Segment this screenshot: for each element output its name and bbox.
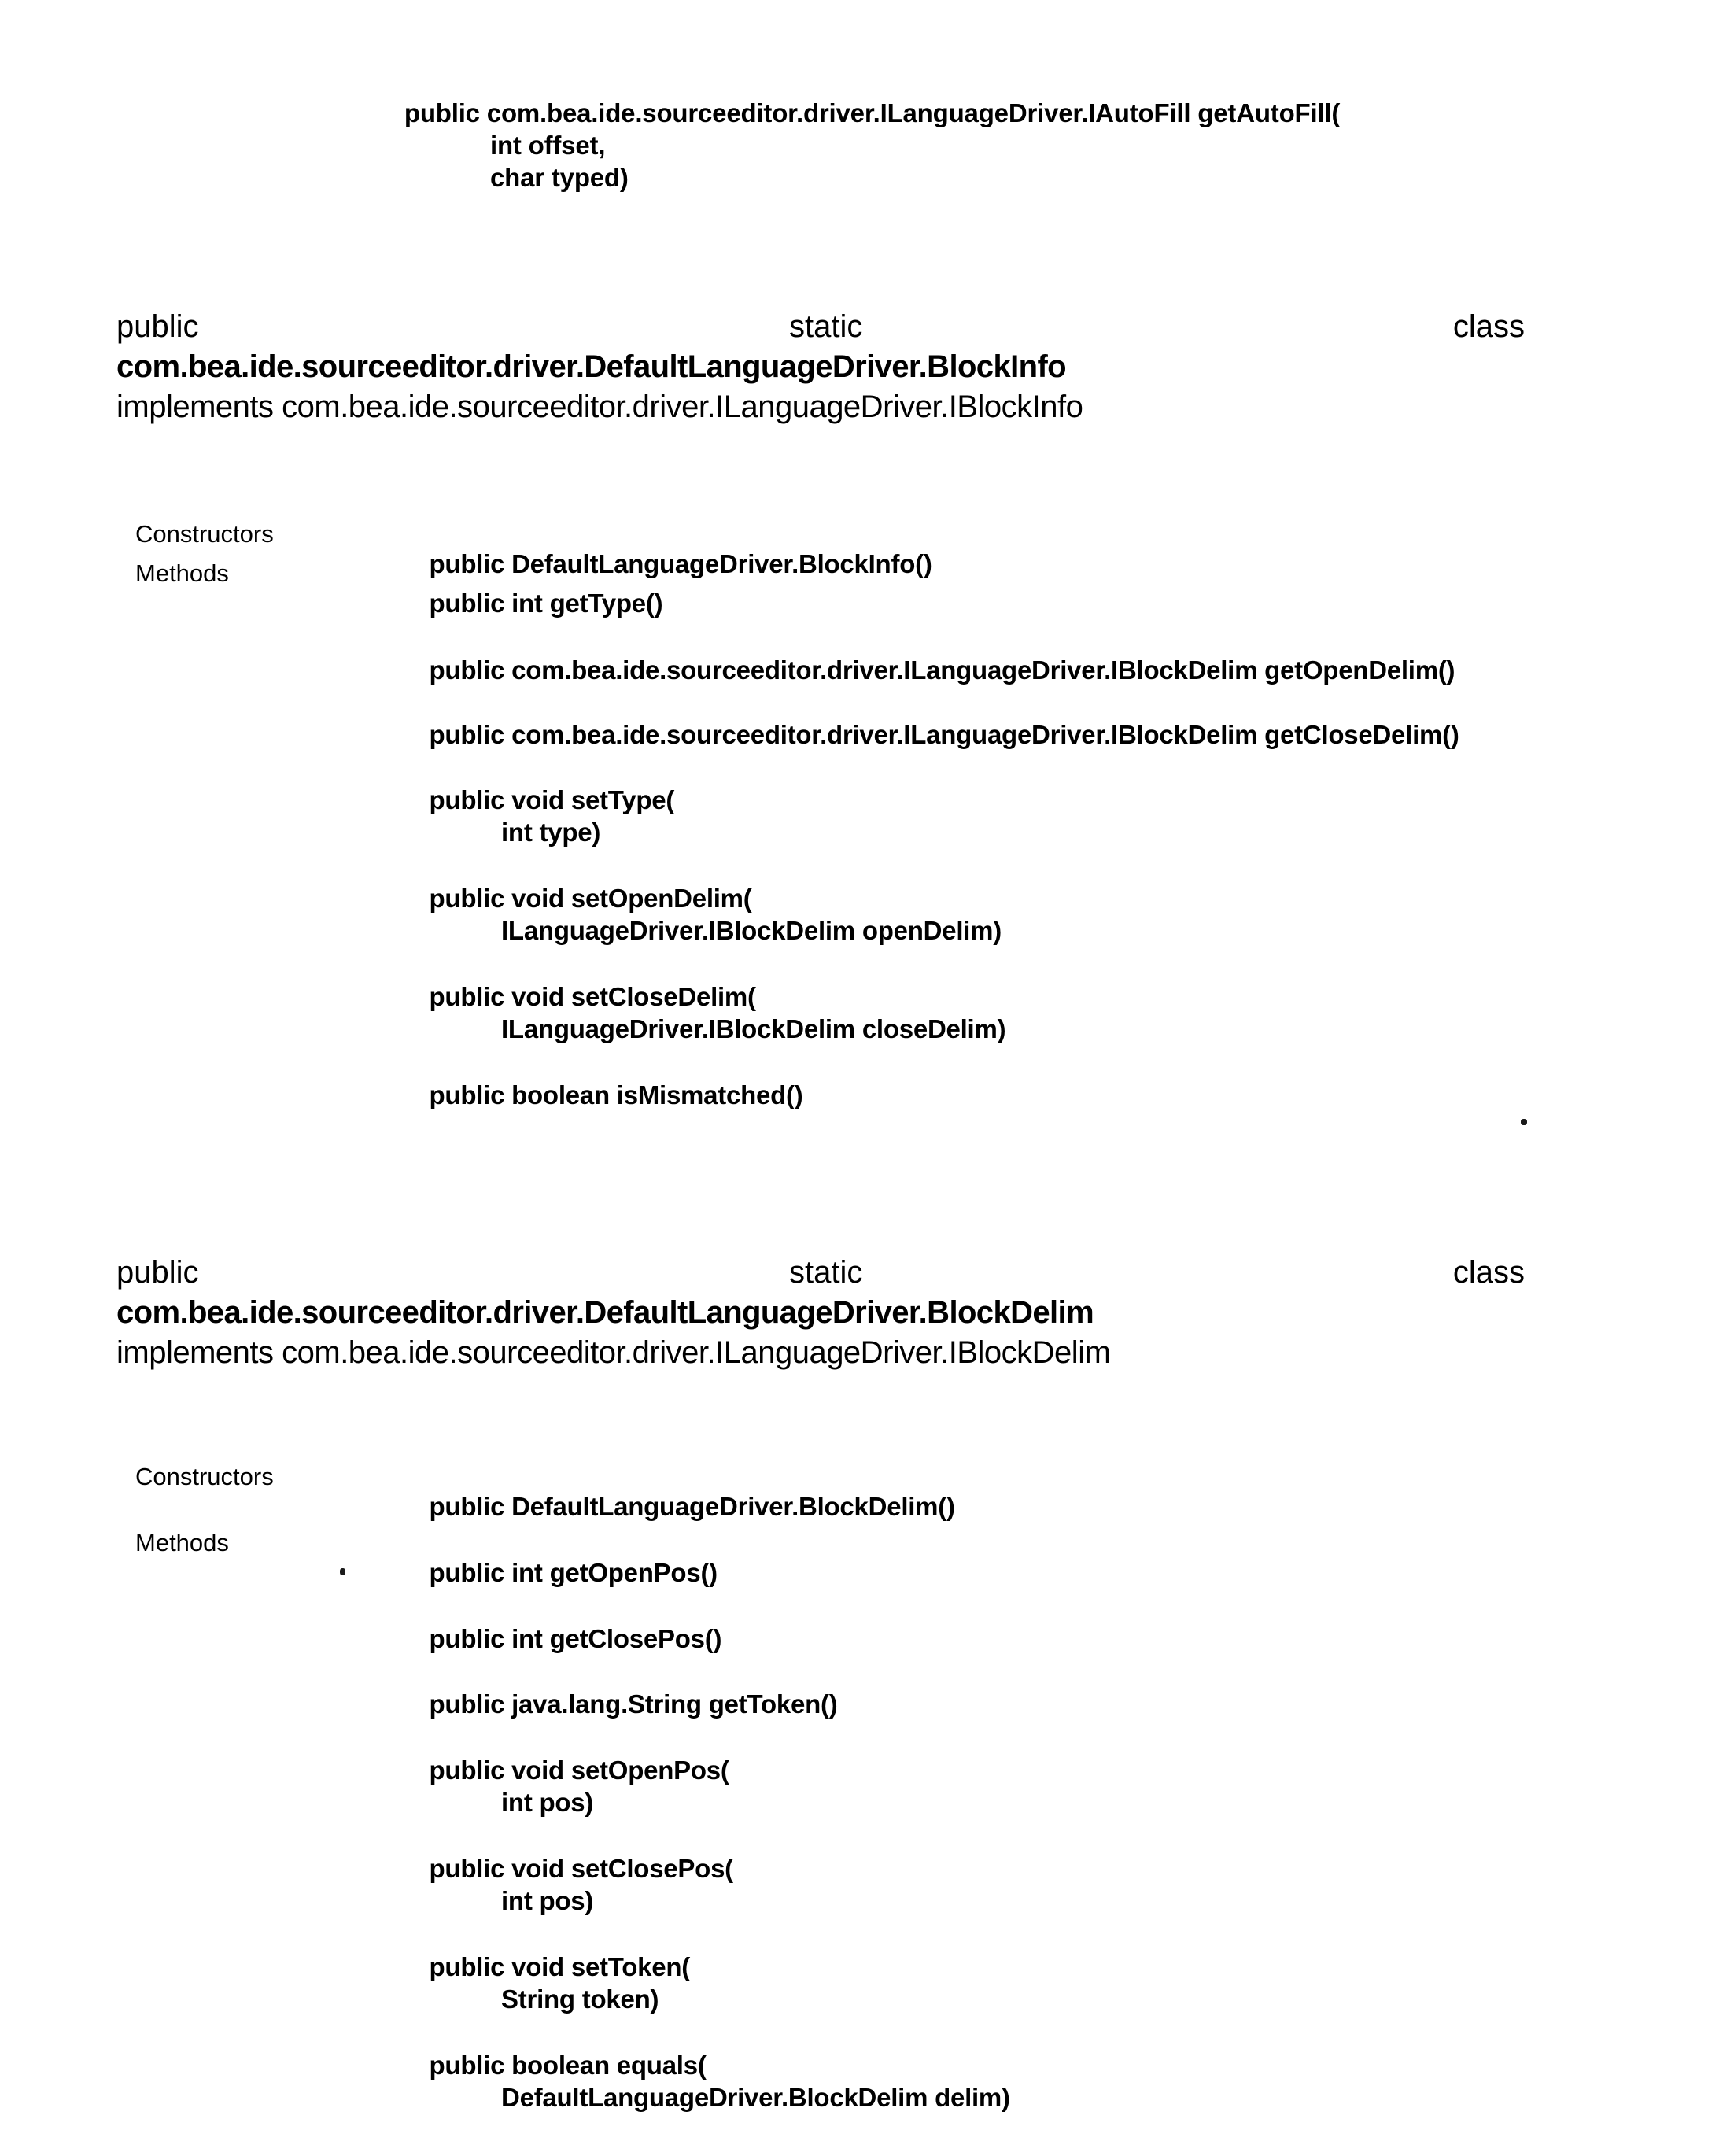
orphan-method-signature [376,65,1340,258]
method-signature [387,2017,1010,2156]
constructors-label: Constructors [135,1463,274,1490]
signature-param: String token) [501,1984,659,2014]
scan-speck [1521,1119,1527,1125]
signature-text: public void setClosePos( [429,1854,733,1883]
class-fqn: com.bea.ide.sourceeditor.driver.DefaultLanguageDriver.BlockDelim [116,1295,1094,1330]
signature-param: ILanguageDriver.IBlockDelim openDelim) [501,916,1002,945]
signature-text: public boolean isMismatched() [429,1080,803,1109]
orphan-signature-param-0: int offset, [490,131,606,160]
signature-text: public int getOpenPos() [429,1558,718,1587]
signature-text: public boolean equals( [429,2051,707,2080]
class-fqn: com.bea.ide.sourceeditor.driver.DefaultLanguageDriver.BlockInfo [116,349,1067,384]
modifier-public: public [116,309,199,344]
signature-text: public java.lang.String getToken() [429,1689,838,1719]
signature-param: int pos) [501,1788,594,1817]
modifier-static: static [789,309,863,344]
class-heading-blockdelim [116,1253,1525,1372]
method-signature [387,1047,803,1143]
signature-text: public void setToken( [429,1952,691,1981]
signature-text: public DefaultLanguageDriver.BlockDelim() [429,1492,955,1521]
class-heading-blockinfo [116,307,1525,426]
class-implements: implements com.bea.ide.sourceeditor.driver.ILanguageDriver.IBlockInfo [116,389,1083,424]
methods-label: Methods [135,1529,229,1556]
signature-param: int pos) [501,1886,594,1915]
methods-label: Methods [135,559,229,587]
scan-speck [340,1568,345,1575]
keyword-class: class [1452,309,1525,344]
class-implements: implements com.bea.ide.sourceeditor.driver.ILanguageDriver.IBlockDelim [116,1335,1111,1370]
signature-text: public DefaultLanguageDriver.BlockInfo() [429,549,932,578]
signature-text: public com.bea.ide.sourceeditor.driver.ILanguageDriver.IBlockDelim getCloseDelim() [429,720,1459,749]
class-modifier-line [116,1253,1525,1292]
signature-text: public void setType( [429,785,675,814]
orphan-signature-param-1: char typed) [490,163,629,192]
signature-text: public void setOpenDelim( [429,884,752,913]
modifier-public: public [116,1255,199,1290]
signature-param: DefaultLanguageDriver.BlockDelim delim) [501,2083,1010,2112]
signature-text: public com.bea.ide.sourceeditor.driver.ILanguageDriver.IBlockDelim getOpenDelim() [429,655,1455,685]
signature-text: public void setOpenPos( [429,1755,729,1785]
keyword-class: class [1452,1255,1525,1290]
constructors-label: Constructors [135,520,274,548]
signature-text: public int getClosePos() [429,1624,722,1653]
modifier-static: static [789,1255,863,1290]
orphan-signature-text: public com.bea.ide.sourceeditor.driver.ILanguageDriver.IAutoFill getAutoFill( [404,98,1341,127]
signature-text: public void setCloseDelim( [429,982,756,1011]
signature-text: public int getType() [429,589,663,618]
class-modifier-line [116,307,1525,346]
signature-param: int type) [501,818,601,847]
signature-param: ILanguageDriver.IBlockDelim closeDelim) [501,1014,1006,1043]
